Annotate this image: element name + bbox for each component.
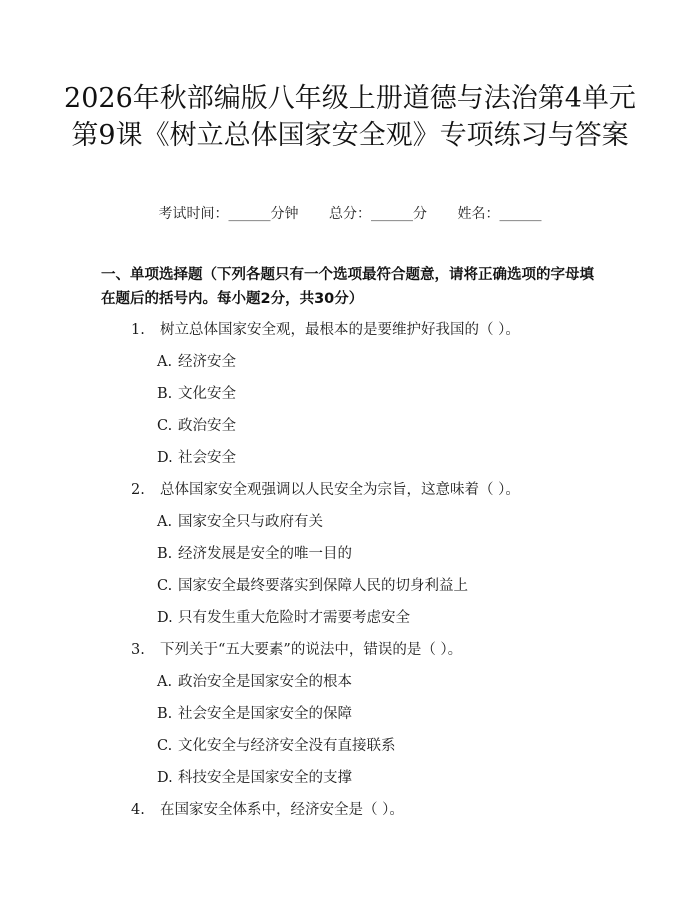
option-text: 只有发生重大危险时才需要考虑安全 bbox=[178, 610, 410, 626]
question-3-stem bbox=[131, 638, 462, 659]
option-letter: B. bbox=[157, 706, 173, 722]
option-letter: C. bbox=[157, 738, 173, 754]
document-title: 2026年秋部编版八年级上册道德与法治第4单元第9课《树立总体国家安全观》专项练习与答案 bbox=[64, 83, 636, 151]
option-text: 政治安全 bbox=[178, 418, 236, 434]
option-letter: A. bbox=[157, 354, 173, 370]
question-number: 2. bbox=[131, 482, 145, 498]
question-3-option-c bbox=[157, 734, 396, 755]
question-2-option-d bbox=[157, 606, 410, 627]
option-letter: C. bbox=[157, 418, 173, 434]
option-letter: D. bbox=[157, 770, 173, 786]
option-text: 经济发展是安全的唯一目的 bbox=[178, 546, 352, 562]
option-text: 社会安全 bbox=[178, 450, 236, 466]
option-text: 科技安全是国家安全的支撑 bbox=[178, 770, 352, 786]
question-text: 树立总体国家安全观，最根本的是要维护好我国的（ ）。 bbox=[160, 322, 520, 338]
question-number: 1. bbox=[131, 322, 145, 338]
total-score-field: 总分：______分 bbox=[329, 206, 427, 222]
question-3-option-d bbox=[157, 766, 352, 787]
option-letter: D. bbox=[157, 610, 173, 626]
option-letter: A. bbox=[157, 674, 173, 690]
question-4-stem bbox=[131, 798, 404, 819]
question-1-option-c bbox=[157, 414, 236, 435]
option-text: 经济安全 bbox=[178, 354, 236, 370]
exam-info-line bbox=[0, 203, 700, 223]
option-text: 文化安全与经济安全没有直接联系 bbox=[178, 738, 396, 754]
question-1-stem bbox=[131, 318, 520, 339]
option-text: 文化安全 bbox=[178, 386, 236, 402]
question-2-option-a bbox=[157, 510, 323, 531]
option-text: 国家安全只与政府有关 bbox=[178, 514, 323, 530]
question-text: 下列关于“五大要素”的说法中，错误的是（ ）。 bbox=[160, 642, 463, 658]
option-text: 政治安全是国家安全的根本 bbox=[178, 674, 352, 690]
option-text: 社会安全是国家安全的保障 bbox=[178, 706, 352, 722]
section-title: 一、单项选择题（下列各题只有一个选项最符合题意，请将正确选项的字母填在题后的括号内。每小题2分，共30分） bbox=[101, 267, 594, 307]
student-name-field: 姓名：______ bbox=[457, 206, 542, 222]
option-letter: B. bbox=[157, 386, 173, 402]
question-2-option-c bbox=[157, 574, 468, 595]
question-number: 3. bbox=[131, 642, 145, 658]
question-3-option-a bbox=[157, 670, 352, 691]
option-letter: A. bbox=[157, 514, 173, 530]
question-3-option-b bbox=[157, 702, 352, 723]
option-letter: C. bbox=[157, 578, 173, 594]
question-text: 总体国家安全观强调以人民安全为宗旨，这意味着（ ）。 bbox=[160, 482, 520, 498]
question-1-option-a bbox=[157, 350, 236, 371]
question-1-option-b bbox=[157, 382, 236, 403]
question-text: 在国家安全体系中，经济安全是（ ）。 bbox=[160, 802, 404, 818]
question-2-stem bbox=[131, 478, 520, 499]
option-letter: B. bbox=[157, 546, 173, 562]
option-text: 国家安全最终要落实到保障人民的切身利益上 bbox=[178, 578, 468, 594]
question-2-option-b bbox=[157, 542, 352, 563]
option-letter: D. bbox=[157, 450, 173, 466]
exam-time-field: 考试时间：______分钟 bbox=[158, 206, 299, 222]
question-1-option-d bbox=[157, 446, 236, 467]
question-number: 4. bbox=[131, 802, 145, 818]
